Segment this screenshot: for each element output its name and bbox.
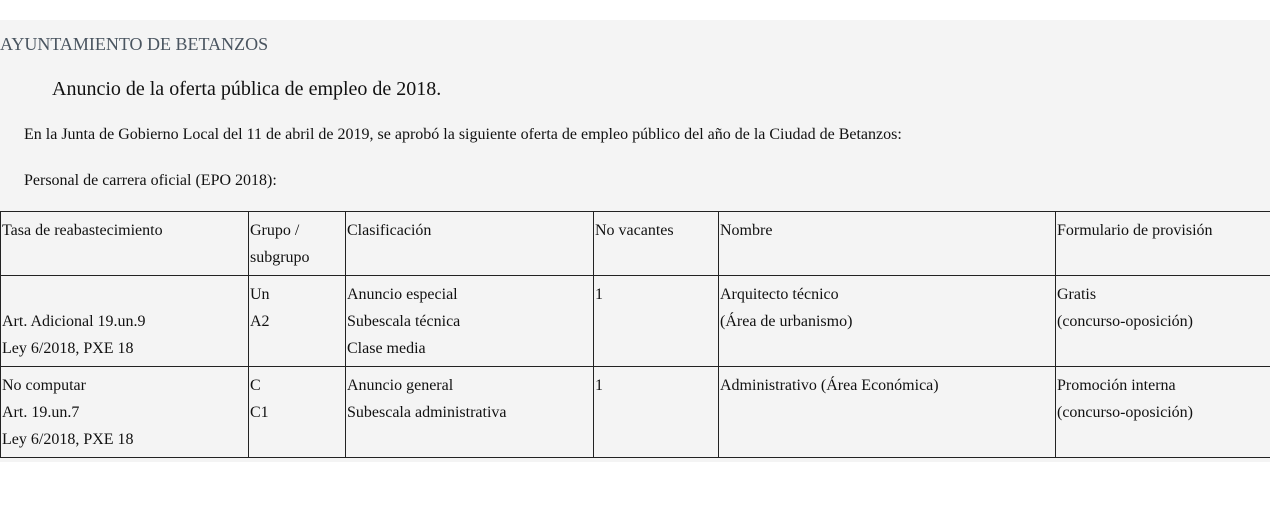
employment-offer-table — [0, 211, 1270, 458]
table-header-row — [1, 212, 1270, 276]
cell-line: Un — [250, 286, 270, 303]
cell-grupo — [249, 367, 346, 458]
header-grupo-line1: Grupo / — [250, 222, 300, 239]
cell-line: C1 — [250, 404, 269, 421]
cell-formulario — [1056, 367, 1270, 458]
staff-category-paragraph: Personal de carrera oficial (EPO 2018): — [24, 172, 277, 189]
cell-line: C — [250, 377, 261, 394]
header-grupo-line2: subgrupo — [250, 249, 310, 266]
header-clasificacion: Clasificación — [346, 212, 594, 276]
cell-line: A2 — [250, 313, 270, 330]
table-row — [1, 276, 1270, 367]
cell-line: Arquitecto técnico — [720, 286, 839, 303]
cell-line: Ley 6/2018, PXE 18 — [2, 340, 134, 357]
header-grupo — [249, 212, 346, 276]
cell-line: Art. 19.un.7 — [2, 404, 80, 421]
organization-name: AYUNTAMIENTO DE BETANZOS — [0, 34, 269, 54]
intro-paragraph: En la Junta de Gobierno Local del 11 de abril de 2019, se aprobó la siguiente oferta de empleo público del año de la Ciudad de Betanzos: — [24, 126, 902, 143]
cell-vacantes: 1 — [594, 276, 719, 367]
cell-line: Gratis — [1057, 286, 1097, 303]
cell-tasa — [1, 276, 249, 367]
cell-nombre — [719, 276, 1056, 367]
cell-line: Anuncio general — [347, 377, 454, 394]
cell-grupo — [249, 276, 346, 367]
cell-line: Subescala técnica — [347, 313, 461, 330]
cell-line: Subescala administrativa — [347, 404, 507, 421]
cell-line: Administrativo (Área Económica) — [720, 377, 939, 394]
header-vacantes: No vacantes — [594, 212, 719, 276]
cell-clasificacion — [346, 276, 594, 367]
cell-line: Clase media — [347, 340, 426, 357]
cell-line: (Área de urbanismo) — [720, 313, 853, 330]
cell-clasificacion — [346, 367, 594, 458]
header-tasa: Tasa de reabastecimiento — [1, 212, 249, 276]
cell-vacantes: 1 — [594, 367, 719, 458]
cell-line: Art. Adicional 19.un.9 — [2, 313, 146, 330]
cell-formulario — [1056, 276, 1270, 367]
header-formulario: Formulario de provisión — [1056, 212, 1270, 276]
cell-line: Anuncio especial — [347, 286, 458, 303]
cell-line: Promoción interna — [1057, 377, 1176, 394]
announcement-title: Anuncio de la oferta pública de empleo de 2018. — [52, 78, 442, 100]
cell-line: (concurso-oposición) — [1057, 404, 1193, 421]
cell-line: Ley 6/2018, PXE 18 — [2, 431, 134, 448]
cell-line: No computar — [2, 377, 86, 394]
cell-tasa — [1, 367, 249, 458]
header-nombre: Nombre — [719, 212, 1056, 276]
cell-nombre — [719, 367, 1056, 458]
table-row — [1, 367, 1270, 458]
document-panel — [0, 20, 1270, 462]
cell-line: (concurso-oposición) — [1057, 313, 1193, 330]
